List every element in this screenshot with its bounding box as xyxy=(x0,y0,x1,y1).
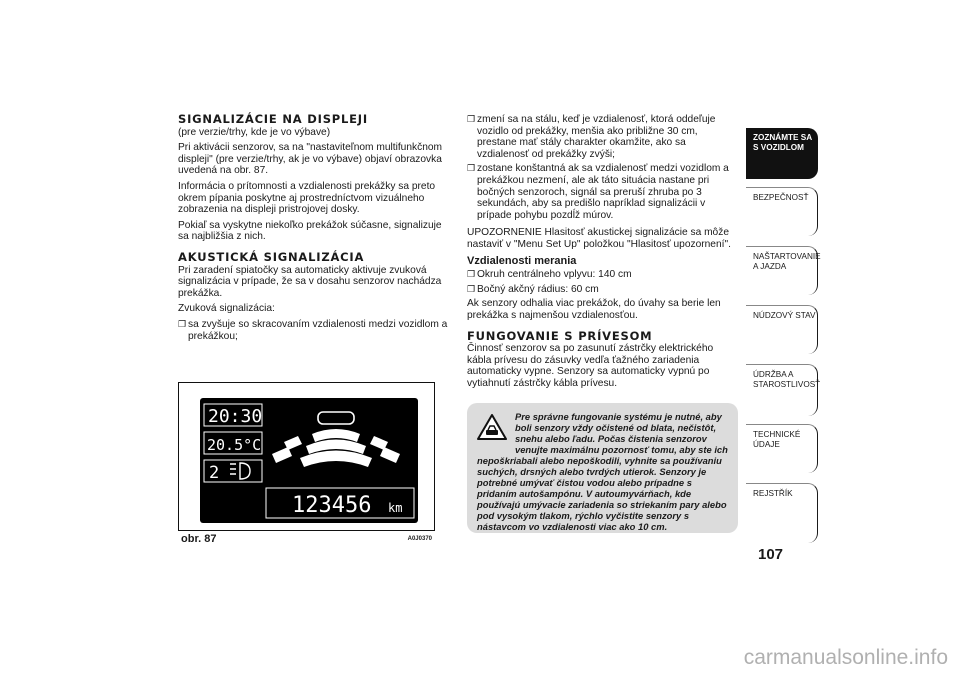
tab-starting-driving[interactable]: NAŠTARTOVANIE A JAZDA xyxy=(746,246,818,295)
paragraph: Pri zaradení spiatočky sa automaticky aktivuje zvuková signalizácia v prípade, že sa v dosahu senzorov nachádza prekážka. xyxy=(178,264,442,299)
headlight-icon xyxy=(230,463,250,479)
display-screen xyxy=(200,398,418,523)
gear-readout: 2 xyxy=(209,463,220,483)
heading-display-signals: SIGNALIZÁCIE NA DISPLEJI xyxy=(178,112,368,126)
paragraph: Pokiaľ sa vyskytne niekoľko prekážok súčasne, signalizuje sa najbližšia z nich. xyxy=(178,219,442,243)
heading-measuring-distances: Vzdialenosti merania xyxy=(467,254,577,267)
checkbox-bullet-icon: ❒ xyxy=(467,163,476,174)
left-column xyxy=(178,114,450,345)
figure-87 xyxy=(178,382,435,544)
bullet-item: ❒ zmení sa na stálu, keď je vzdialenosť, ktorá oddeľuje vozidlo od prekážky, menšia ako približne 30 cm, prestane mať stály charakter okamžite, ako sa vzdialenosť od prekážky zvýši; xyxy=(467,114,716,160)
bullet-item: ❒ zostane konštantná ak sa vzdialenosť medzi vozidlom a prekážkou nezmení, ale ak táto situácia nastane pri bočných senzoroch, signál sa preruší zhruba po 3 sekundách, aby sa predišlo napríklad signalizácii v prípade pohybu pozdĺž múrov. xyxy=(467,163,729,221)
heading-trailer-operation: FUNGOVANIE S PRÍVESOM xyxy=(467,328,653,343)
page-number: 107 xyxy=(758,546,784,563)
tab-emergency[interactable]: NÚDZOVÝ STAV xyxy=(746,305,818,354)
paragraph: Pri aktivácii senzorov, sa na "nastaviteľnom multifunkčnom displeji" (pre verzie/trhy, ak je vo výbave) objaví obrazovka uvedená na obr. 87. xyxy=(178,142,443,177)
paragraph: Zvuková signalizácia: xyxy=(178,303,275,315)
tab-safety[interactable]: BEZPEČNOSŤ xyxy=(746,187,818,236)
clock-readout: 20:30 xyxy=(208,406,263,427)
parking-sensor-graphic xyxy=(272,412,400,467)
figure-caption: obr. 87 xyxy=(181,533,217,545)
paragraph: (pre verzie/trhy, kde je vo výbave) xyxy=(178,126,331,138)
paragraph: Činnosť senzorov sa po zasunutí zástrčky elektrického kábla prívesu do zásuvky vedľa ťažného zariadenia automaticky vypne. Senzory sa automaticky vypnú po vytiahnutí zástrčky kábla prívesu. xyxy=(467,343,714,389)
right-column xyxy=(467,114,739,393)
bullet-item: ❒ Bočný akčný rádius: 60 cm xyxy=(467,283,599,295)
tab-technical-data[interactable]: TECHNICKÉ ÚDAJE xyxy=(746,424,818,473)
tab-index[interactable]: REJSTŘÍK xyxy=(746,483,818,543)
paragraph: Ak senzory odhalia viac prekážok, do úvahy sa berie len prekážka s najmenšou vzdialenosťou. xyxy=(467,298,721,321)
figure-code: A0J0370 xyxy=(407,536,432,542)
odometer-readout: 123456 xyxy=(292,493,372,518)
checkbox-bullet-icon: ❒ xyxy=(467,283,476,294)
checkbox-bullet-icon: ❒ xyxy=(467,114,476,124)
tab-maintenance[interactable]: ÚDRŽBA A STAROSTLIVOSŤ xyxy=(746,364,818,416)
watermark: carmanualsonline.info xyxy=(743,646,948,669)
bullet-item: ❒ Okruh centrálneho vplyvu: 140 cm xyxy=(467,269,632,281)
paragraph: Informácia o prítomnosti a vzdialenosti prekážky sa preto okrem pípania poskytne aj prostredníctvom vizuálneho zobrazenia na displeji pristrojovej dosky. xyxy=(178,180,436,216)
heading-acoustic-signals: AKUSTICKÁ SIGNALIZÁCIA xyxy=(178,249,365,264)
checkbox-bullet-icon: ❒ xyxy=(178,318,187,329)
warning-box xyxy=(467,403,738,533)
warning-text: Pre správne fungovanie systému je nutné, aby boli senzory vždy očistené od blata, nečistôt, snehu alebo ľadu. Počas čistenia senzorov venujte maximálnu pozornosť tomu, aby ste ich nepoškriabali alebo nepoškodili, vyhnite sa používaniu suchých, drsných alebo tvrdých utierok. Senzory je potrebné umývať čistou vodou alebo prípadne s pridaním autošampónu. V autoumyvárňach, kde používajú umývacie zariadenia so striekaním pary alebo pod vysokým tlakom, rýchlo vyčistite senzory s nástavcom vo vzdialenosti viac ako 10 cm. xyxy=(477,411,728,532)
multifunction-display xyxy=(200,398,418,523)
tab-get-to-know-vehicle[interactable]: ZOZNÁMTE SA S VOZIDLOM xyxy=(746,128,818,179)
checkbox-bullet-icon: ❒ xyxy=(467,269,476,280)
paragraph: UPOZORNENIE Hlasitosť akustickej signalizácie sa môže nastaviť v "Menu Set Up" položkou "Hlasitosť upozornení". xyxy=(467,227,731,250)
car-rear-icon xyxy=(318,412,354,424)
odometer-unit: km xyxy=(388,501,403,515)
bullet-item: ❒ sa zvyšuje so skracovaním vzdialenosti medzi vozidlom a prekážkou; xyxy=(178,318,448,342)
temperature-readout: 20.5°C xyxy=(207,436,262,454)
